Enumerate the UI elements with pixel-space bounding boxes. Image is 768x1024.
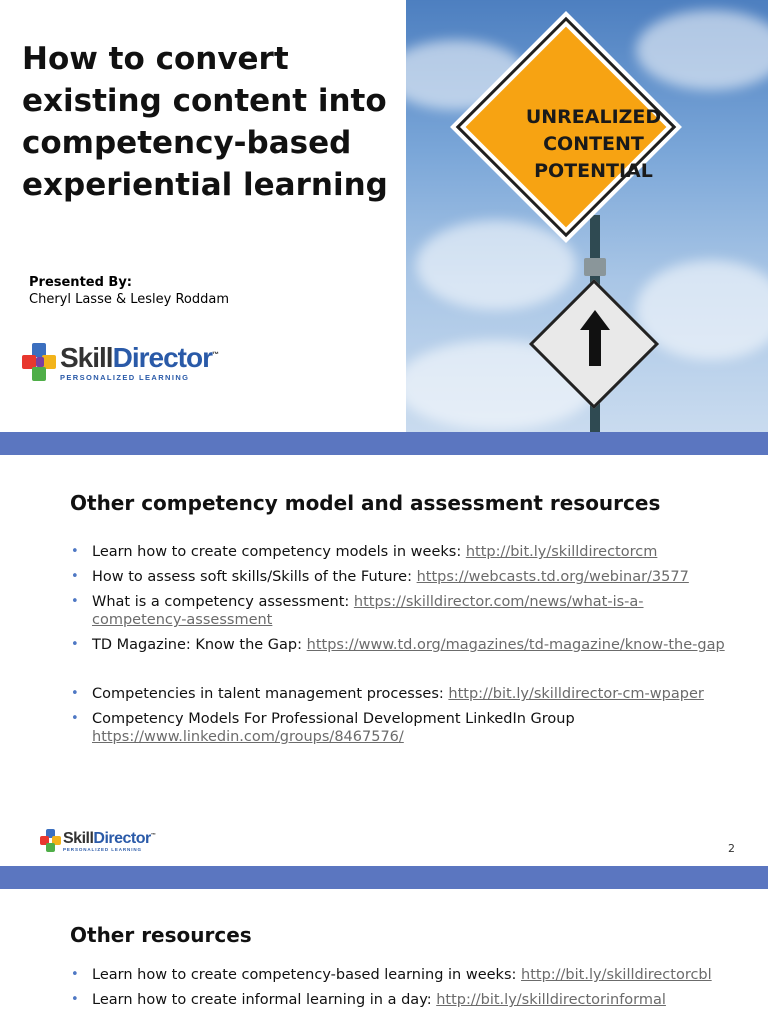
slide-divider [0,866,768,889]
other-resources-slide [0,889,768,1024]
sign-line: POTENTIAL [534,160,653,182]
section-title: Other competency model and assessment resources [70,491,661,515]
presented-by-label: Presented By: [29,275,133,290]
resource-link[interactable]: http://bit.ly/skilldirectorinformal [436,992,666,1008]
logo-name-director: Director [93,829,151,847]
puzzle-logo-icon [22,343,58,383]
sign-line: CONTENT [543,133,644,155]
road-sign-photo [406,0,768,432]
resource-list [70,966,730,1009]
up-arrow-icon [580,310,610,366]
logo-tagline: PERSONALIZED LEARNING [63,846,142,852]
warning-sign-text [496,104,691,185]
slide-divider [0,432,768,455]
list-item: • Competencies in talent management processes: http://bit.ly/skilldirector-cm-wpaper [70,685,730,703]
list-item: • Competency Models For Professional Development LinkedIn Group https://www.linkedin.com/groups/8467576/ [70,710,730,746]
page-number: 2 [728,842,735,855]
title-slide [0,0,768,432]
list-item: • TD Magazine: Know the Gap: https://www.td.org/magazines/td-magazine/know-the-gap [70,636,730,654]
section-title: Other resources [70,923,252,947]
resource-list [70,543,730,746]
slide-title [22,38,392,206]
list-item: • Learn how to create competency models in weeks: http://bit.ly/skilldirectorcm [70,543,730,561]
puzzle-logo-icon [40,829,62,853]
skilldirector-logo [22,343,218,383]
logo-tagline: PERSONALIZED LEARNING [60,373,190,382]
presenter-names: Cheryl Lasse & Lesley Roddam [29,292,230,307]
logo-name-skill: Skill [60,342,113,373]
title-line: competency-based [22,125,352,161]
resource-link[interactable]: https://webcasts.td.org/webinar/3577 [416,569,689,585]
list-item: • How to assess soft skills/Skills of the Future: https://webcasts.td.org/webinar/3577 [70,568,730,586]
resources-slide [0,455,768,866]
resource-link[interactable]: https://www.linkedin.com/groups/8467576/ [92,729,404,745]
title-line: How to convert [22,41,289,77]
logo-name-skill: Skill [63,829,94,847]
list-item: • Learn how to create competency-based learning in weeks: http://bit.ly/skilldirectorcbl [70,966,730,984]
title-line: existing content into [22,83,387,119]
skilldirector-logo [40,829,155,853]
resource-link[interactable]: http://bit.ly/skilldirectorcm [465,544,658,560]
resource-link[interactable]: http://bit.ly/skilldirector-cm-wpaper [448,686,704,702]
resource-link[interactable]: https://www.td.org/magazines/td-magazine/know-the-gap [306,637,725,653]
trademark: ™ [150,832,156,839]
trademark: ™ [211,351,218,359]
pole-clamp [584,258,606,276]
logo-name-director: Director [112,342,212,373]
resource-link[interactable]: https://skilldirector.com/news/what-is-a-competency-assessment [92,594,644,628]
title-line: experiential learning [22,167,388,203]
sign-line: UNREALIZED [525,106,662,128]
list-item: • What is a competency assessment: https://skilldirector.com/news/what-is-a-competency-assessment [70,593,730,629]
list-item: • Learn how to create informal learning in a day: http://bit.ly/skilldirectorinformal [70,991,730,1009]
resource-link[interactable]: http://bit.ly/skilldirectorcbl [521,967,712,983]
